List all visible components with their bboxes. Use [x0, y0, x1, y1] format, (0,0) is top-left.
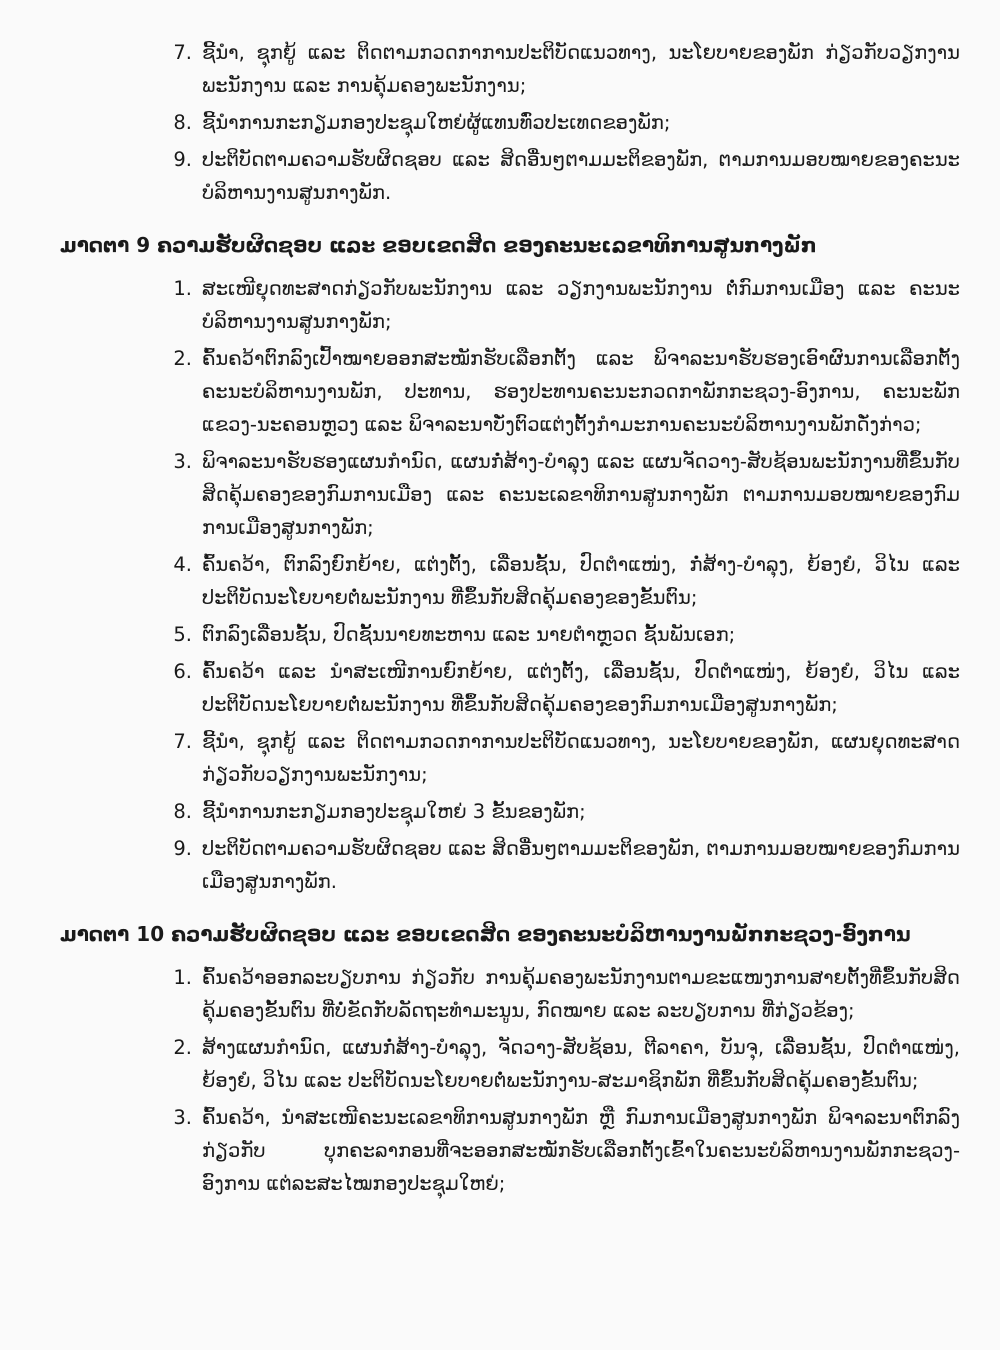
item-text: ຄົ້ນຄວ້າ, ນຳສະເໜີຄະນະເລຂາທິການສູນກາງພັກ ຫຼື ກົມການເມືອງສູນກາງພັກ ພິຈາລະນາຕົກລົງ ກ່ຽວກັບ ບຸກຄະລາກອນທີ່ຈະອອກສະໝັກຮັບເລືອກຕັ້ງເຂົ້າໃນຄະນະບໍລິຫານງານພັກກະຊວງ-ອົງການ ແຕ່ລະສະໄໝກອງປະຊຸມໃຫຍ່; — [202, 1106, 960, 1195]
item-number: 7. — [173, 730, 192, 753]
item-text: ປະຕິບັດຕາມຄວາມຮັບຜິດຊອບ ແລະ ສິດອື່ນໆຕາມມະຕິຂອງພັກ, ຕາມການມອບໝາຍຂອງຄະນະບໍລິຫານງານສູນກາງພັກ. — [202, 148, 960, 204]
list-item — [60, 618, 960, 651]
list-item — [60, 342, 960, 441]
item-number: 8. — [173, 800, 192, 823]
item-text: ຊີ້ນຳການກະກຽມກອງປະຊຸມໃຫຍ່ຜູ້ແທນທົ່ວປະເທດຂອງພັກ; — [202, 111, 671, 134]
article-10-heading: ມາດຕາ 10 ຄວາມຮັບຜິດຊອບ ແລະ ຂອບເຂດສິດ ຂອງຄະນະບໍລິຫານງານພັກກະຊວງ-ອົງການ — [60, 922, 911, 946]
article-9-list — [60, 272, 960, 898]
list-item — [60, 832, 960, 898]
item-number: 7. — [173, 41, 192, 64]
item-number: 6. — [173, 660, 192, 683]
list-item — [60, 445, 960, 544]
list-item — [60, 36, 960, 102]
list-item — [60, 143, 960, 209]
item-number: 3. — [173, 450, 192, 473]
list-item — [60, 1031, 960, 1097]
item-number: 5. — [173, 623, 192, 646]
item-number: 9. — [173, 837, 192, 860]
item-text: ສະເໜີຍຸດທະສາດກ່ຽວກັບພະນັກງານ ແລະ ວຽກງານພະນັກງານ ຕໍ່ກົມການເມືອງ ແລະ ຄະນະບໍລິຫານງານສູນກາງພັກ; — [202, 277, 960, 333]
item-number: 9. — [173, 148, 192, 171]
list-item — [60, 1101, 960, 1200]
list-item — [60, 961, 960, 1027]
list-item — [60, 795, 960, 828]
item-number: 2. — [173, 1036, 192, 1059]
item-text: ສ້າງແຜນກຳນົດ, ແຜນກໍ່ສ້າງ-ບຳລຸງ, ຈັດວາງ-ສັບຊ້ອນ, ຕີລາຄາ, ບັນຈຸ, ເລື່ອນຊັ້ນ, ປົດຕຳແໜ່ງ, ຍ້ອງຍໍ, ວິໄນ ແລະ ປະຕິບັດນະໂຍບາຍຕໍ່ພະນັກງານ-ສະມາຊິກພັກ ທີ່ຂຶ້ນກັບສິດຄຸ້ມຄອງຂັ້ນຕົນ; — [202, 1036, 960, 1092]
item-text: ຄົ້ນຄວ້າ ແລະ ນຳສະເໜີການຍົກຍ້າຍ, ແຕ່ງຕັ້ງ, ເລື່ອນຊັ້ນ, ປົດຕຳແໜ່ງ, ຍ້ອງຍໍ, ວິໄນ ແລະ ປະຕິບັດນະໂຍບາຍຕໍ່ພະນັກງານ ທີ່ຂຶ້ນກັບສິດຄຸ້ມຄອງຂອງກົມການເມືອງສູນກາງພັກ; — [202, 660, 960, 716]
article-9-heading: ມາດຕາ 9 ຄວາມຮັບຜິດຊອບ ແລະ ຂອບເຂດສິດ ຂອງຄະນະເລຂາທິການສູນກາງພັກ — [60, 233, 817, 257]
item-text: ຄົ້ນຄວ້າອອກລະບຽບການ ກ່ຽວກັບ ການຄຸ້ມຄອງພະນັກງານຕາມຂະແໜງການສາຍຕັ້ງທີ່ຂຶ້ນກັບສິດຄຸ້ມຄອງຂັ້ນຕົນ ທີ່ບໍ່ຂັດກັບລັດຖະທຳມະນູນ, ກົດໝາຍ ແລະ ລະບຽບການ ທີ່ກ່ຽວຂ້ອງ; — [202, 966, 960, 1022]
list-item — [60, 655, 960, 721]
item-text: ຊີ້ນຳ, ຊຸກຍູ້ ແລະ ຕິດຕາມກວດກາການປະຕິບັດແນວທາງ, ນະໂຍບາຍຂອງພັກ, ແຜນຍຸດທະສາດກ່ຽວກັບວຽກງານພະນັກງານ; — [202, 730, 960, 786]
item-number: 2. — [173, 347, 192, 370]
list-item — [60, 106, 960, 139]
list-item — [60, 272, 960, 338]
item-number: 3. — [173, 1106, 192, 1129]
item-text: ຊີ້ນຳ, ຊຸກຍູ້ ແລະ ຕິດຕາມກວດກາການປະຕິບັດແນວທາງ, ນະໂຍບາຍຂອງພັກ ກ່ຽວກັບວຽກງານພະນັກງານ ແລະ ການຄຸ້ມຄອງພະນັກງານ; — [202, 41, 960, 97]
item-text: ຕົກລົງເລື່ອນຊັ້ນ, ປົດຊັ້ນນາຍທະຫານ ແລະ ນາຍຕຳຫຼວດ ຊັ້ນພັນເອກ; — [202, 623, 736, 646]
item-text: ຊີ້ນຳການກະກຽມກອງປະຊຸມໃຫຍ່ 3 ຂັ້ນຂອງພັກ; — [202, 800, 586, 823]
continued-list — [60, 36, 960, 209]
article-10-list — [60, 961, 960, 1200]
item-text: ຄົ້ນຄວ້າຕົກລົງເປົ້າໝາຍອອກສະໝັກຮັບເລືອກຕັ້ງ ແລະ ພິຈາລະນາຮັບຮອງເອົາຜົນການເລືອກຕັ້ງຄະນະບໍລິຫານງານພັກ, ປະທານ, ຮອງປະທານຄະນະກວດກາພັກກະຊວງ-ອົງການ, ຄະນະພັກແຂວງ-ນະຄອນຫຼວງ ແລະ ພິຈາລະນາບັ່ງຕົວແຕ່ງຕັ້ງກຳມະການຄະນະບໍລິຫານງານພັກດັ່ງກ່າວ; — [202, 347, 960, 436]
item-text: ຄົ້ນຄວ້າ, ຕົກລົງຍົກຍ້າຍ, ແຕ່ງຕັ້ງ, ເລື່ອນຊັ້ນ, ປົດຕຳແໜ່ງ, ກໍ່ສ້າງ-ບຳລຸງ, ຍ້ອງຍໍ, ວິໄນ ແລະ ປະຕິບັດນະໂຍບາຍຕໍ່ພະນັກງານ ທີ່ຂຶ້ນກັບສິດຄຸ້ມຄອງຂອງຂັ້ນຕົນ; — [202, 553, 960, 609]
item-text: ພິຈາລະນາຮັບຮອງແຜນກຳນົດ, ແຜນກໍ່ສ້າງ-ບຳລຸງ ແລະ ແຜນຈັດວາງ-ສັບຊ້ອນພະນັກງານທີ່ຂຶ້ນກັບສິດຄຸ້ມຄອງຂອງກົມການເມືອງ ແລະ ຄະນະເລຂາທິການສູນກາງພັກ ຕາມການມອບໝາຍຂອງກົມການເມືອງສູນກາງພັກ; — [202, 450, 960, 539]
item-text: ປະຕິບັດຕາມຄວາມຮັບຜິດຊອບ ແລະ ສິດອື່ນໆຕາມມະຕິຂອງພັກ, ຕາມການມອບໝາຍຂອງກົມການເມືອງສູນກາງພັກ. — [202, 837, 960, 893]
list-item — [60, 548, 960, 614]
item-number: 1. — [173, 966, 192, 989]
item-number: 8. — [173, 111, 192, 134]
item-number: 4. — [173, 553, 192, 576]
item-number: 1. — [173, 277, 192, 300]
list-item — [60, 725, 960, 791]
